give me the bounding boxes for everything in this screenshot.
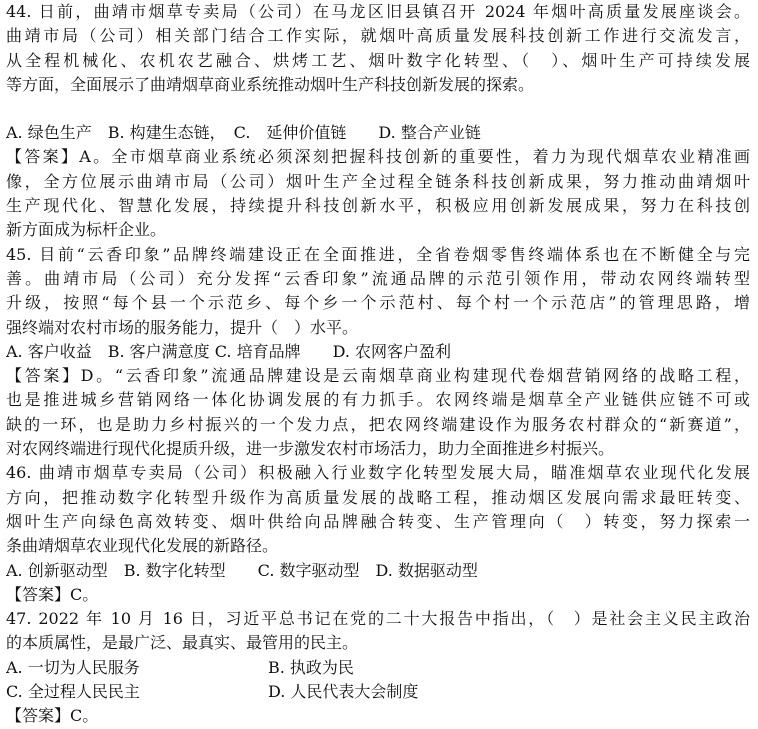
question-text-line: 曲靖市局（公司）相关部门结合工作实际，就烟叶高质量发展科技创新工作进行交流发言， <box>6 26 750 46</box>
question-text-line: 等方面，全面展示了曲靖烟草商业系统推动烟叶生产科技创新发展的探索。 <box>6 74 535 94</box>
options-row <box>6 656 750 680</box>
answer-line: 【答案】A。全市烟草商业系统必须深刻把握科技创新的重要性，着力为现代烟草农业精准画 <box>6 147 750 167</box>
answer-line: 也是推进城乡营销网络一体化协调发展的有力抓手。农网终端是烟草全产业链供应链不可或 <box>6 390 750 410</box>
options-line: A. 创新驱动型 B. 数字化转型 C. 数字驱动型 D. 数据驱动型 <box>6 560 478 580</box>
question-text-line: 烟叶生产向绿色高效转变、烟叶供给向品牌融合转变、生产管理向（ ）转变，努力探索一 <box>6 511 750 531</box>
options-line: A. 客户收益 B. 客户满意度 C. 培育品牌 D. 农网客户盈利 <box>6 341 452 361</box>
answer-line: 对农网终端进行现代化提质升级，进一步激发农村市场活力，助力全面推进乡村振兴。 <box>6 439 615 459</box>
answer-line: 生产现代化、智慧化发展，持续提升科技创新水平，积极应用创新发展成果，努力在科技创 <box>6 196 750 216</box>
option-b: B. 执政为民 <box>268 657 354 677</box>
answer-line: 【答案】D。“云香印象”流通品牌建设是云南烟草商业构建现代卷烟营销网络的战略工程， <box>6 366 750 386</box>
question-text-line: 从全程机械化、农机农艺融合、烘烤工艺、烟叶数字化转型、（ ）、烟叶生产可持续发展 <box>6 50 750 70</box>
question-text-line: 46. 曲靖市烟草专卖局（公司）积极融入行业数字化转型发展大局，瞄准烟草农业现代化发展 <box>6 463 750 483</box>
answer-line: 【答案】C。 <box>6 584 99 604</box>
blank-spacer <box>6 97 750 121</box>
answer-line: 缺的一环，也是助力乡村振兴的一个发力点，把农网终端建设作为服务农村群众的“新赛道”， <box>6 414 750 434</box>
question-text-line: 方向，把推动数字化转型升级作为高质量发展的战略工程，推动烟区发展向需求最旺转变、 <box>6 487 750 507</box>
question-text-line: 善。曲靖市局（公司）充分发挥“云香印象”流通品牌的示范引领作用，带动农网终端转型 <box>6 268 750 288</box>
question-text-line: 条曲靖烟草农业现代化发展的新路径。 <box>6 536 279 556</box>
answer-line: 像，全方位展示曲靖市局（公司）烟叶生产全过程全链条科技创新成果，努力推动曲靖烟叶 <box>6 171 750 191</box>
question-text-line: 升级，按照“每个县一个示范乡、每个乡一个示范村、每个村一个示范店”的管理思路，增 <box>6 293 750 313</box>
question-text-line: 的本质属性，是最广泛、最真实、最管用的民主。 <box>6 633 359 653</box>
answer-line: 新方面成为标杆企业。 <box>6 220 167 240</box>
option-d: D. 人民代表大会制度 <box>268 682 419 702</box>
question-44 <box>6 0 750 243</box>
question-46 <box>6 461 750 607</box>
option-a: A. 一切为人民服务 <box>6 657 140 677</box>
question-45 <box>6 243 750 462</box>
options-line: A. 绿色生产 B. 构建生态链， C. 延伸价值链 D. 整合产业链 <box>6 123 481 143</box>
question-text-line: 47. 2022 年 10 月 16 日，习近平总书记在党的二十大报告中指出，（ ）是社会主义民主政治 <box>6 609 750 629</box>
option-c: C. 全过程人民民主 <box>6 682 140 702</box>
question-text-line: 44. 日前，曲靖市烟草专卖局（公司）在马龙区旧县镇召开 2024 年烟叶高质量发展座谈会。 <box>6 2 750 21</box>
options-row <box>6 680 750 704</box>
answer-line: 【答案】C。 <box>6 706 99 726</box>
question-text-line: 强终端对农村市场的服务能力，提升（ ）水平。 <box>6 317 359 337</box>
question-47 <box>6 607 750 728</box>
question-text-line: 45. 目前“云香印象”品牌终端建设正在全面推进，全省卷烟零售终端体系也在不断健全与完 <box>6 244 750 264</box>
